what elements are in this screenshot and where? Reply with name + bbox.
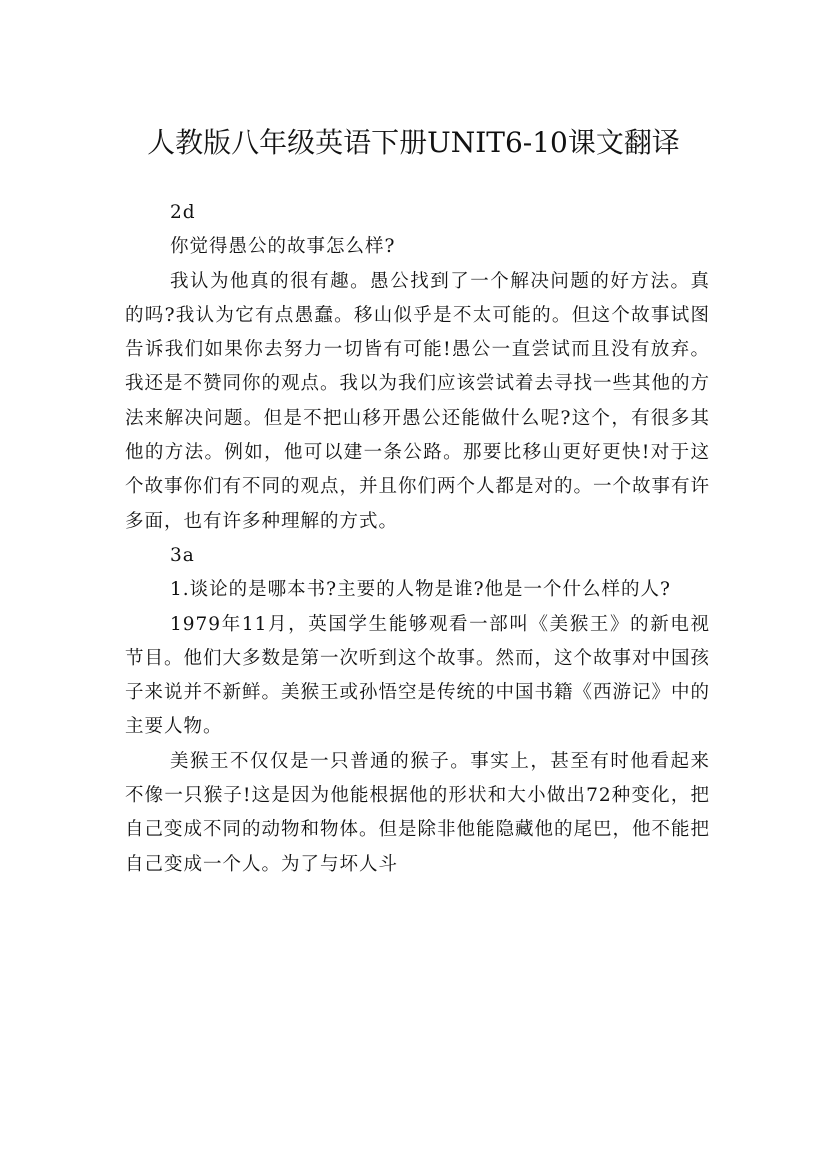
paragraph: 2d xyxy=(170,202,196,223)
document-title: 人教版八年级英语下册UNIT6-10课文翻译 xyxy=(147,125,680,159)
paragraph: 美猴王不仅仅是一只普通的猴子。事实上，甚至有时他看起来不像一只猴子!这是因为他能根据他的形状和大小做出72种变化，把自己变成不同的动物和物体。但是除非他能隐藏他的尾巴，他不能把自己变成一个人。为了与坏人斗 xyxy=(125,750,711,875)
paragraph: 1979年11月，英国学生能够观看一部叫《美猴王》的新电视节目。他们大多数是第一次听到这个故事。然而，这个故事对中国孩子来说并不新鲜。美猴王或孙悟空是传统的中国书籍《西游记》中的主要人物。 xyxy=(125,613,711,738)
paragraph: 你觉得愚公的故事怎么样? xyxy=(170,236,396,258)
paragraph: 3a xyxy=(170,544,195,566)
paragraph: 1.谈论的是哪本书?主要的人物是谁?他是一个什么样的人? xyxy=(170,579,671,601)
document-body xyxy=(125,196,710,882)
paragraph: 我认为他真的很有趣。愚公找到了一个解决问题的好方法。真的吗?我认为它有点愚蠢。移山似乎是不太可能的。但这个故事试图告诉我们如果你去努力一切皆有可能!愚公一直尝试而且没有放弃。我还是不赞同你的观点。我以为我们应该尝试着去寻找一些其他的方法来解决问题。但是不把山移开愚公还能做什么呢?这个，有很多其他的方法。例如，他可以建一条公路。那要比移山更好更快!对于这个故事你们有不同的观点，并且你们两个人都是对的。一个故事有许多面，也有许多种理解的方式。 xyxy=(125,270,711,532)
